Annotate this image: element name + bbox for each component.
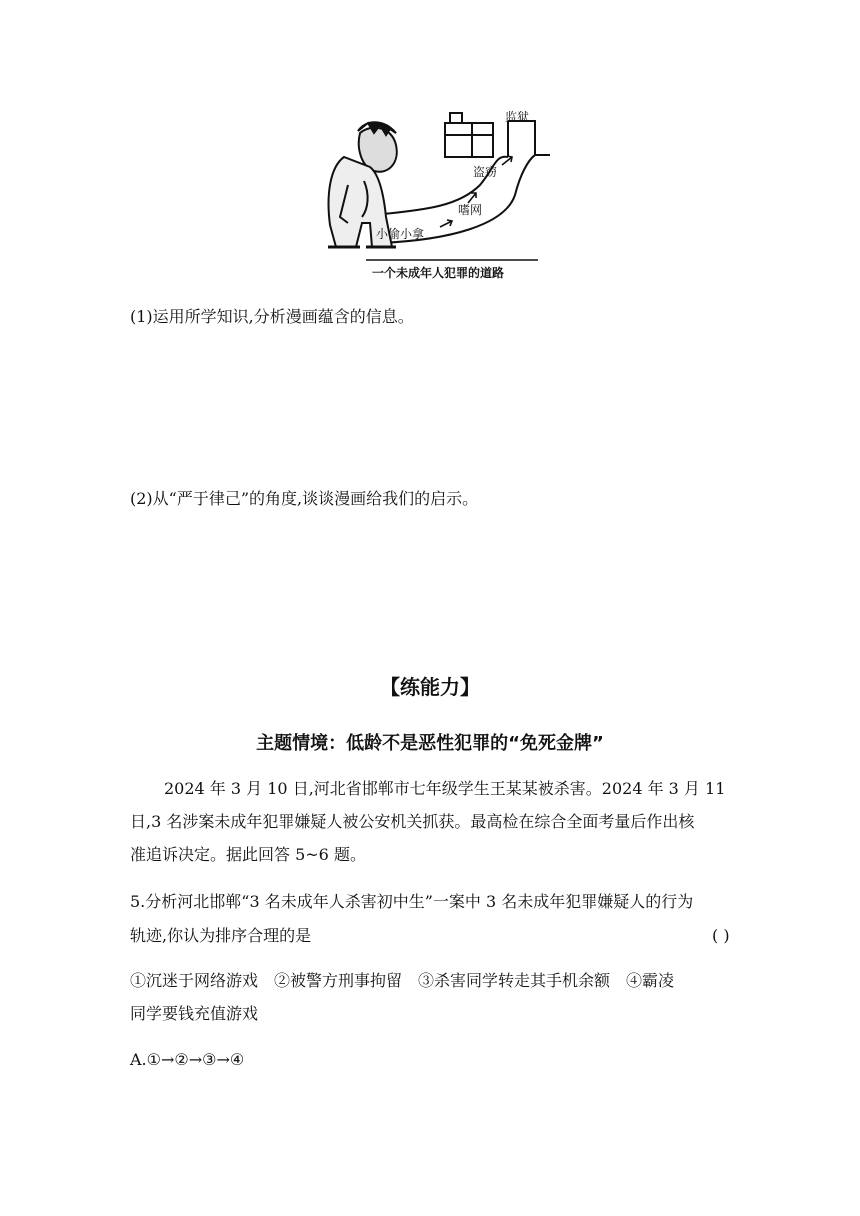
answer-bracket: ( ) <box>712 926 730 945</box>
passage-line-2: 日,3 名涉案未成年犯罪嫌疑人被公安机关抓获。最高检在综合全面考量后作出核 <box>130 812 695 831</box>
question-5-line-1: 5.分析河北邯郸“3 名未成年人杀害初中生”一案中 3 名未成年犯罪嫌疑人的行为 <box>130 892 694 911</box>
label-prison: 监狱 <box>505 110 530 124</box>
section-title: 【练能力】 <box>380 675 480 699</box>
question-2: (2)从“严于律己”的角度,谈谈漫画给我们的启示。 <box>130 489 479 508</box>
label-internet: 嗜网 <box>458 203 483 217</box>
options-line-1: ①沉迷于网络游戏 ②被警方刑事拘留 ③杀害同学转走其手机余额 ④霸凌 <box>130 971 675 990</box>
comic-illustration <box>300 105 565 285</box>
label-petty-theft: 小偷小拿 <box>376 227 425 241</box>
prison-icon <box>445 113 550 157</box>
question-5-line-2: 轨迹,你认为排序合理的是 <box>130 926 312 945</box>
comic-caption: 一个未成年人犯罪的道路 <box>372 266 505 280</box>
label-theft: 盗窃 <box>473 165 498 179</box>
option-a: A.①→②→③→④ <box>130 1050 245 1069</box>
passage-line-1: 2024 年 3 月 10 日,河北省邯郸市七年级学生王某某被杀害。2024 年 3 月 11 <box>164 779 726 798</box>
options-line-2: 同学要钱充值游戏 <box>130 1004 259 1023</box>
question-1: (1)运用所学知识,分析漫画蕴含的信息。 <box>130 307 414 326</box>
theme-title: 主题情境：低龄不是恶性犯罪的“免死金牌” <box>256 733 604 754</box>
passage-line-3: 准追诉决定。据此回答 5~6 题。 <box>130 845 366 864</box>
